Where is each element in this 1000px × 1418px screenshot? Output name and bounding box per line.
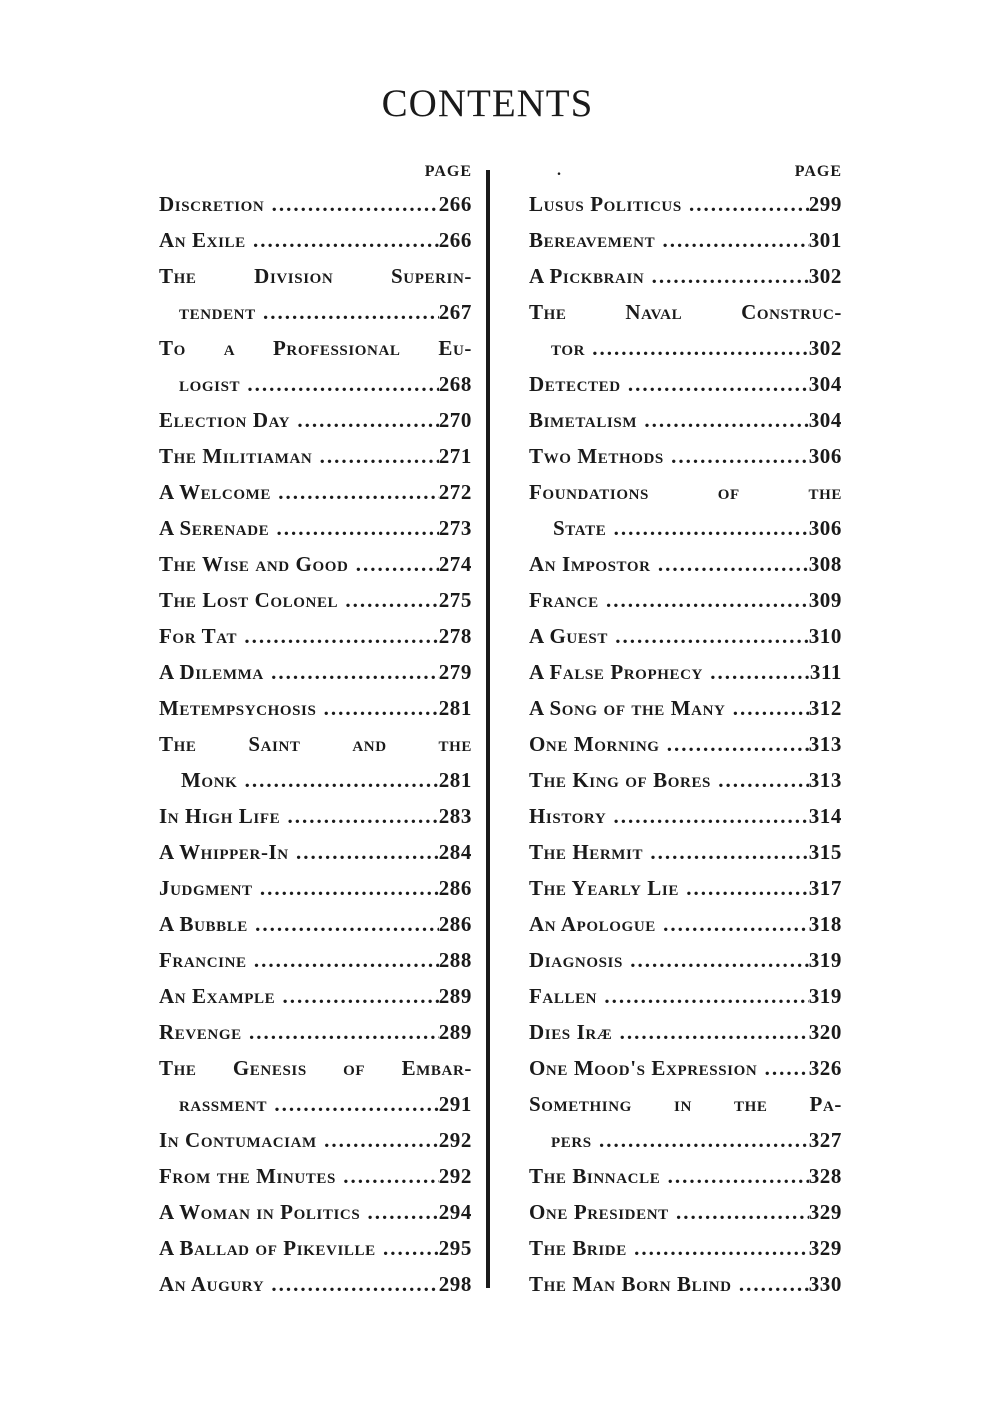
entry-title: A Bubble ..... (159, 912, 472, 936)
column-divider (486, 170, 490, 1288)
toc-entry (159, 510, 472, 546)
toc-entry (529, 618, 842, 654)
entry-title: Detected ..... (529, 372, 842, 396)
entry-title: From the Minutes ..... (159, 1164, 472, 1188)
page-number: 268 (439, 366, 472, 402)
toc-entry (159, 1050, 472, 1086)
toc-entry (159, 186, 472, 222)
toc-entry (529, 690, 842, 726)
toc-entry (529, 798, 842, 834)
entry-title: The Hermit ..... (529, 840, 842, 864)
toc-entry (529, 366, 842, 402)
entry-title: The Naval Construc- (529, 300, 842, 324)
toc-entry (159, 834, 472, 870)
page-number: 320 (809, 1014, 842, 1050)
toc-entry (529, 1266, 842, 1302)
toc-entry (529, 762, 842, 798)
toc-entry (529, 510, 842, 546)
page-number: 313 (809, 762, 842, 798)
entry-title: Bereavement ..... (529, 228, 842, 252)
page-number: 302 (809, 330, 842, 366)
page-number: 329 (809, 1194, 842, 1230)
page-column-label: PAGE (794, 163, 842, 180)
page-number: 318 (809, 906, 842, 942)
page-number: 292 (439, 1122, 472, 1158)
toc-entry (159, 582, 472, 618)
entry-title: Judgment ..... (159, 876, 472, 900)
toc-entry (159, 1122, 472, 1158)
page-number: 313 (809, 726, 842, 762)
page-number: 286 (439, 906, 472, 942)
toc-entry (159, 474, 472, 510)
entry-title: A Guest ..... (529, 624, 842, 648)
entry-title: A Dilemma ..... (159, 660, 472, 684)
toc-entry (159, 870, 472, 906)
toc-entry (529, 726, 842, 762)
toc-entry (529, 870, 842, 906)
toc-entry (159, 402, 472, 438)
page-number: 266 (439, 222, 472, 258)
entry-title: Two Methods ..... (529, 444, 842, 468)
toc-entry (159, 1014, 472, 1050)
toc-entry (529, 1086, 842, 1122)
toc-entry (159, 1194, 472, 1230)
page-number: 310 (809, 618, 842, 654)
toc-entry (529, 654, 842, 690)
toc-entry (159, 906, 472, 942)
page-number: 298 (439, 1266, 472, 1302)
page-number: 319 (809, 978, 842, 1014)
toc-entry (529, 978, 842, 1014)
page-number: 283 (439, 798, 472, 834)
toc-entry (529, 1230, 842, 1266)
toc-entry (159, 618, 472, 654)
entry-title: rassment ..... (179, 1092, 472, 1116)
entry-title: An Augury ..... (159, 1272, 472, 1296)
toc-entry (159, 1266, 472, 1302)
entry-title: A Welcome ..... (159, 480, 472, 504)
entry-title: To a Professional Eu- (159, 336, 472, 360)
page-number: 308 (809, 546, 842, 582)
page-number: 292 (439, 1158, 472, 1194)
toc-entry (159, 798, 472, 834)
entry-title: History ..... (529, 804, 842, 828)
entry-title: Dies Iræ ..... (529, 1020, 842, 1044)
page-number: 288 (439, 942, 472, 978)
page-number: 275 (439, 582, 472, 618)
page-number: 274 (439, 546, 472, 582)
entry-title: For Tat ..... (159, 624, 472, 648)
page-number: 286 (439, 870, 472, 906)
page-number: 314 (809, 798, 842, 834)
entry-title: The Militiaman ..... (159, 444, 472, 468)
entry-title: Monk ..... (181, 768, 472, 792)
page-number: 281 (439, 762, 472, 798)
page-number: 284 (439, 834, 472, 870)
entry-title: pers ..... (551, 1128, 842, 1152)
page-number: 330 (809, 1266, 842, 1302)
toc-entry (159, 366, 472, 402)
entry-title: The Bride ..... (529, 1236, 842, 1260)
page-number: 281 (439, 690, 472, 726)
toc-entry (159, 294, 472, 330)
entry-title: In High Life ..... (159, 804, 472, 828)
page-number: 271 (439, 438, 472, 474)
page-number: 295 (439, 1230, 472, 1266)
entry-title: Bimetalism ..... (529, 408, 842, 432)
entry-title: The King of Bores ..... (529, 768, 842, 792)
page-number: 326 (809, 1050, 842, 1086)
toc-entry (159, 1086, 472, 1122)
entry-title: A Ballad of Pikeville ..... (159, 1236, 472, 1260)
contents-column-right (529, 158, 842, 1302)
toc-entry (159, 438, 472, 474)
toc-entry (529, 906, 842, 942)
page-number: 302 (809, 258, 842, 294)
toc-entry (159, 222, 472, 258)
page-number: 329 (809, 1230, 842, 1266)
page-number: 272 (439, 474, 472, 510)
entry-title: Lusus Politicus ..... (529, 192, 842, 216)
entry-title: tendent ..... (179, 300, 472, 324)
page-number: 266 (439, 186, 472, 222)
entry-title: The Binnacle ..... (529, 1164, 842, 1188)
toc-entry (159, 726, 472, 762)
toc-entry (529, 1014, 842, 1050)
toc-entry (529, 258, 842, 294)
entry-title: The Lost Colonel ..... (159, 588, 472, 612)
page-number: 306 (809, 438, 842, 474)
toc-entry (529, 438, 842, 474)
page-number: 317 (809, 870, 842, 906)
entry-title: One Mood's Expression ..... (529, 1056, 842, 1080)
contents-column-left (159, 158, 472, 1302)
entry-title: One President ..... (529, 1200, 842, 1224)
page-number: 289 (439, 1014, 472, 1050)
entry-title: logist ..... (179, 372, 472, 396)
entry-title: tor ..... (551, 336, 842, 360)
page-number: 289 (439, 978, 472, 1014)
toc-entry (159, 546, 472, 582)
page-column-label: PAGE (424, 163, 472, 180)
entry-title: An Impostor ..... (529, 552, 842, 576)
page-number: 311 (810, 654, 842, 690)
entry-title: The Yearly Lie ..... (529, 876, 842, 900)
entry-title: One Morning ..... (529, 732, 842, 756)
page-number: 328 (809, 1158, 842, 1194)
entry-title: Discretion ..... (159, 192, 472, 216)
toc-entry (529, 474, 842, 510)
toc-entry (529, 330, 842, 366)
toc-entry (159, 258, 472, 294)
toc-entry (529, 402, 842, 438)
toc-entry (529, 1122, 842, 1158)
toc-entry (529, 186, 842, 222)
entry-title: A False Prophecy ..... (529, 660, 842, 684)
toc-entry (529, 1158, 842, 1194)
entry-list (529, 186, 842, 1302)
entry-title: The Wise and Good ..... (159, 552, 472, 576)
page-number: 270 (439, 402, 472, 438)
entry-title: A Whipper-In ..... (159, 840, 472, 864)
toc-entry (159, 690, 472, 726)
page-number: 294 (439, 1194, 472, 1230)
entry-title: An Apologue ..... (529, 912, 842, 936)
page-number: 304 (809, 402, 842, 438)
entry-title: Diagnosis ..... (529, 948, 842, 972)
page-number: 291 (439, 1086, 472, 1122)
toc-entry (529, 834, 842, 870)
page-number: 312 (809, 690, 842, 726)
entry-title: France ..... (529, 588, 842, 612)
entry-list (159, 186, 472, 1302)
toc-entry (529, 942, 842, 978)
toc-entry (159, 978, 472, 1014)
entry-title: In Contumaciam ..... (159, 1128, 472, 1152)
toc-entry (159, 654, 472, 690)
toc-entry (529, 1050, 842, 1086)
entry-title: An Exile ..... (159, 228, 472, 252)
page-number: 299 (809, 186, 842, 222)
toc-entry (529, 222, 842, 258)
page-number: 304 (809, 366, 842, 402)
stray-mark: . (557, 162, 561, 179)
toc-entry (529, 294, 842, 330)
entry-title: A Pickbrain ..... (529, 264, 842, 288)
entry-title: Something in the Pa- (529, 1092, 842, 1116)
toc-entry (159, 330, 472, 366)
entry-title: The Saint and the (159, 732, 472, 756)
entry-title: The Man Born Blind ..... (529, 1272, 842, 1296)
entry-title: The Division Superin- (159, 264, 472, 288)
page-number: 273 (439, 510, 472, 546)
entry-title: State ..... (553, 516, 842, 540)
entry-title: Election Day ..... (159, 408, 472, 432)
page-number: 327 (809, 1122, 842, 1158)
toc-entry (159, 942, 472, 978)
page-number: 267 (439, 294, 472, 330)
entry-title: A Song of the Many ..... (529, 696, 842, 720)
entry-title: A Serenade ..... (159, 516, 472, 540)
entry-title: A Woman in Politics ..... (159, 1200, 472, 1224)
entry-title: Foundations of the (529, 480, 842, 504)
page-number: 319 (809, 942, 842, 978)
entry-title: Metempsychosis ..... (159, 696, 472, 720)
page-title: CONTENTS (381, 82, 594, 125)
entry-title: Revenge ..... (159, 1020, 472, 1044)
page-number: 315 (809, 834, 842, 870)
page-number: 301 (809, 222, 842, 258)
page-number: 279 (439, 654, 472, 690)
page-number: 306 (809, 510, 842, 546)
entry-title: The Genesis of Embar- (159, 1056, 472, 1080)
page-number: 278 (439, 618, 472, 654)
toc-entry (529, 582, 842, 618)
entry-title: An Example ..... (159, 984, 472, 1008)
entry-title: Francine ..... (159, 948, 472, 972)
toc-entry (159, 762, 472, 798)
toc-entry (159, 1230, 472, 1266)
toc-entry (529, 1194, 842, 1230)
entry-title: Fallen ..... (529, 984, 842, 1008)
toc-entry (529, 546, 842, 582)
page-number: 309 (809, 582, 842, 618)
toc-entry (159, 1158, 472, 1194)
